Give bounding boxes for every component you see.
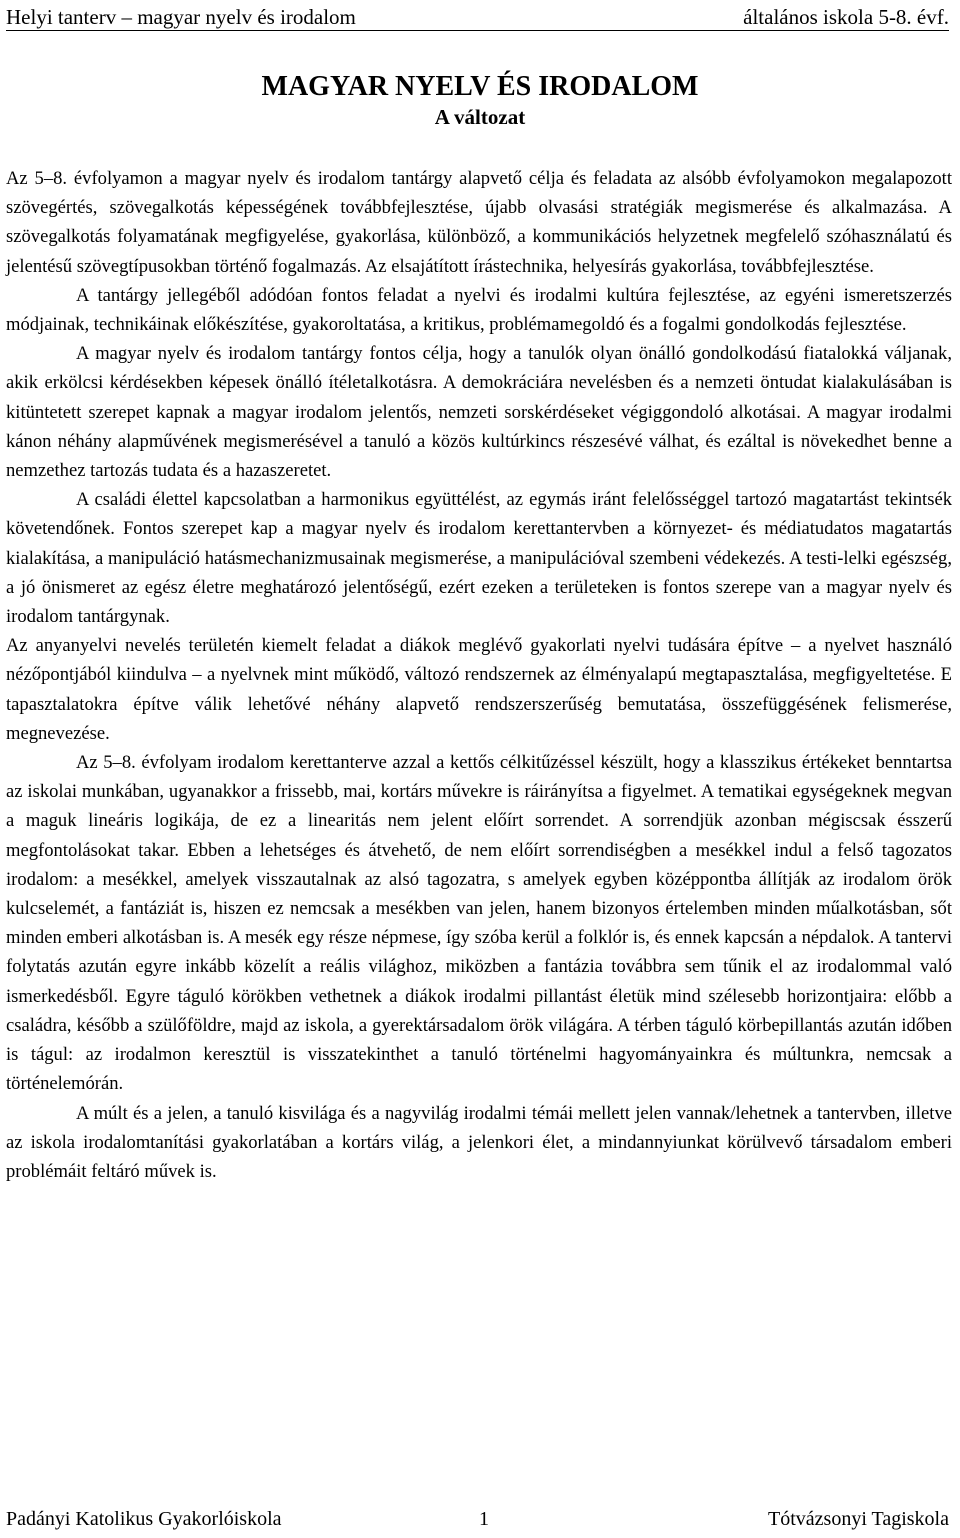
paragraph-family: A családi élettel kapcsolatban a harmonikus együttélést, az egymás iránt felelősséggel tartozó magatartást tekintsék követendőnek. Fontos szerepet kap a magyar nyelv és irodalom kerettantervben a környezet- és médiatudatos magatartás kialakítása, a manipuláció hatásmechanizmusainak megismerése, a manipulációval szembeni védekezés. A testi-lelki egészség, a jó önismeret az egész életre meghatározó jelentőségű, ezért ezeken a területeken is fontos szerepe van a magyar nyelv és irodalom tantárgynak.: [6, 489, 952, 628]
footer-left-text: Padányi Katolikus Gyakorlóiskola: [6, 1508, 282, 1530]
document-body: [6, 164, 952, 1186]
page-header: [6, 0, 949, 31]
header-right-text: általános iskola 5-8. évf.: [743, 5, 949, 29]
document-title: MAGYAR NYELV ÉS IRODALOM: [261, 71, 699, 102]
footer-right-text: Tótvázsonyi Tagiskola: [768, 1508, 949, 1530]
paragraph-culture: A tantárgy jellegéből adódóan fontos feladat a nyelvi és irodalmi kultúra fejlesztése, az egyéni ismeretszerzés módjainak, technikáinak előkészítése, gyakoroltatása, a kritikus, problémamegoldó és a fogalmi gondolkodás fejlesztése.: [6, 284, 952, 336]
page-footer: [6, 1505, 949, 1533]
paragraph-literature-curriculum: Az 5–8. évfolyam irodalom kerettanterve azzal a kettős célkitűzéssel készült, hogy a klasszikus értékeket benntartsa az iskolai munkában, ugyanakkor a frissebb, mai, kortárs művekre is ráirányítsa a figyelmet. A tematikai egységeknek megvan a maguk lineáris logikája, de ez a linearitás nem jelent előírt sorrendet. A sorrendjük azonban mégiscsak ésszerű megfontolásokat takar. Ebben a lehetséges és átvehető, de nem előírt sorrendiségben a mesékkel indul a felső tagozatos irodalom: a mesékkel, amelyek visszautalnak az alsó tagozatra, s amelyek egyben középpontba állítják az irodalom örök kulcselemét, a fantáziát is, hiszen ez nemcsak a mesékben van jelen, hanem bizonyos értelemben minden műalkotásban, sőt minden emberi alkotásban is. A mesék egy része népmese, így szóba kerül a folklór is, és ennek kapcsán a népdalok. A tantervi folytatás azután egyre inkább közelít a reális világhoz, miközben a fantázia továbbra sem tűnik el az irodalommal való ismerkedésből. Egyre táguló körökben vethetnek a diákok irodalmi pillantást életük mind szélesebb horizontjaira: előbb a családra, később a szülőföldre, majd az iskola, a gyerektársadalom örök világára. A térben táguló körbepillantás azután időben is tágul: az irodalmon keresztül is visszatekinthet a tanuló történelmi hagyományainkra és múltunkra, nemcsak a történelemórán.: [6, 752, 952, 1095]
header-left-text: Helyi tanterv – magyar nyelv és irodalom: [6, 5, 356, 29]
paragraph-past-present: A múlt és a jelen, a tanuló kisvilága és a nagyvilág irodalmi témái mellett jelen vannak/lehetnek a tantervben, illetve az iskola irodalomtanítási gyakorlatában a kortárs világ, a jelenkori élet, a mindannyiunkat körülvevő társadalom emberi problémáit feltáró művek is.: [6, 1102, 952, 1182]
paragraph-intro: Az 5–8. évfolyamon a magyar nyelv és irodalom tantárgy alapvető célja és feladata az alsóbb évfolyamokon megalapozott szövegértés, szövegalkotás képességének továbbfejlesztése, újabb olvasási stratégiák megismerése és alkalmazása. A szövegalkotás folyamatának megfigyelése, gyakorlása, különböző, a kommunikációs helyzetnek megfelelő szóhasználatú és jelentésű szövegtípusokban történő fogalmazás. Az elsajátított írástechnika, helyesírás gyakorlása, továbbfejlesztése.: [6, 168, 952, 277]
paragraph-native-language: Az anyanyelvi nevelés területén kiemelt feladat a diákok meglévő gyakorlati nyelvi tudására építve – a nyelvet használó nézőpontjából kiindulva – a nyelvnek mint működő, változó rendszernek az élményalapú megtapasztalása, megfigyeltetése. E tapasztalatokra építve válik lehetővé néhány alapvető rendszerszerűség bemutatása, összefüggésének felismerése, megnevezése.: [6, 635, 952, 744]
document-subtitle: A változat: [434, 105, 526, 129]
paragraph-goals: A magyar nyelv és irodalom tantárgy fontos célja, hogy a tanulók olyan önálló gondolkodású fiatalokká váljanak, akik erkölcsi kérdésekben képesek önálló ítéletalkotásra. A demokráciára nevelésben és a nemzeti öntudat kialakulásában is kitüntetett szerepet kapnak a magyar irodalom jelentős, nemzeti sorskérdéseket végiggondoló alkotásai. A magyar irodalmi kánon néhány alapművének megismerésével a tanuló a közös kultúrkincs részesévé válhat, és ezáltal is növekedhet benne a nemzethez tartozás tudata és a hazaszeretet.: [6, 343, 952, 482]
page-number: 1: [479, 1508, 489, 1530]
